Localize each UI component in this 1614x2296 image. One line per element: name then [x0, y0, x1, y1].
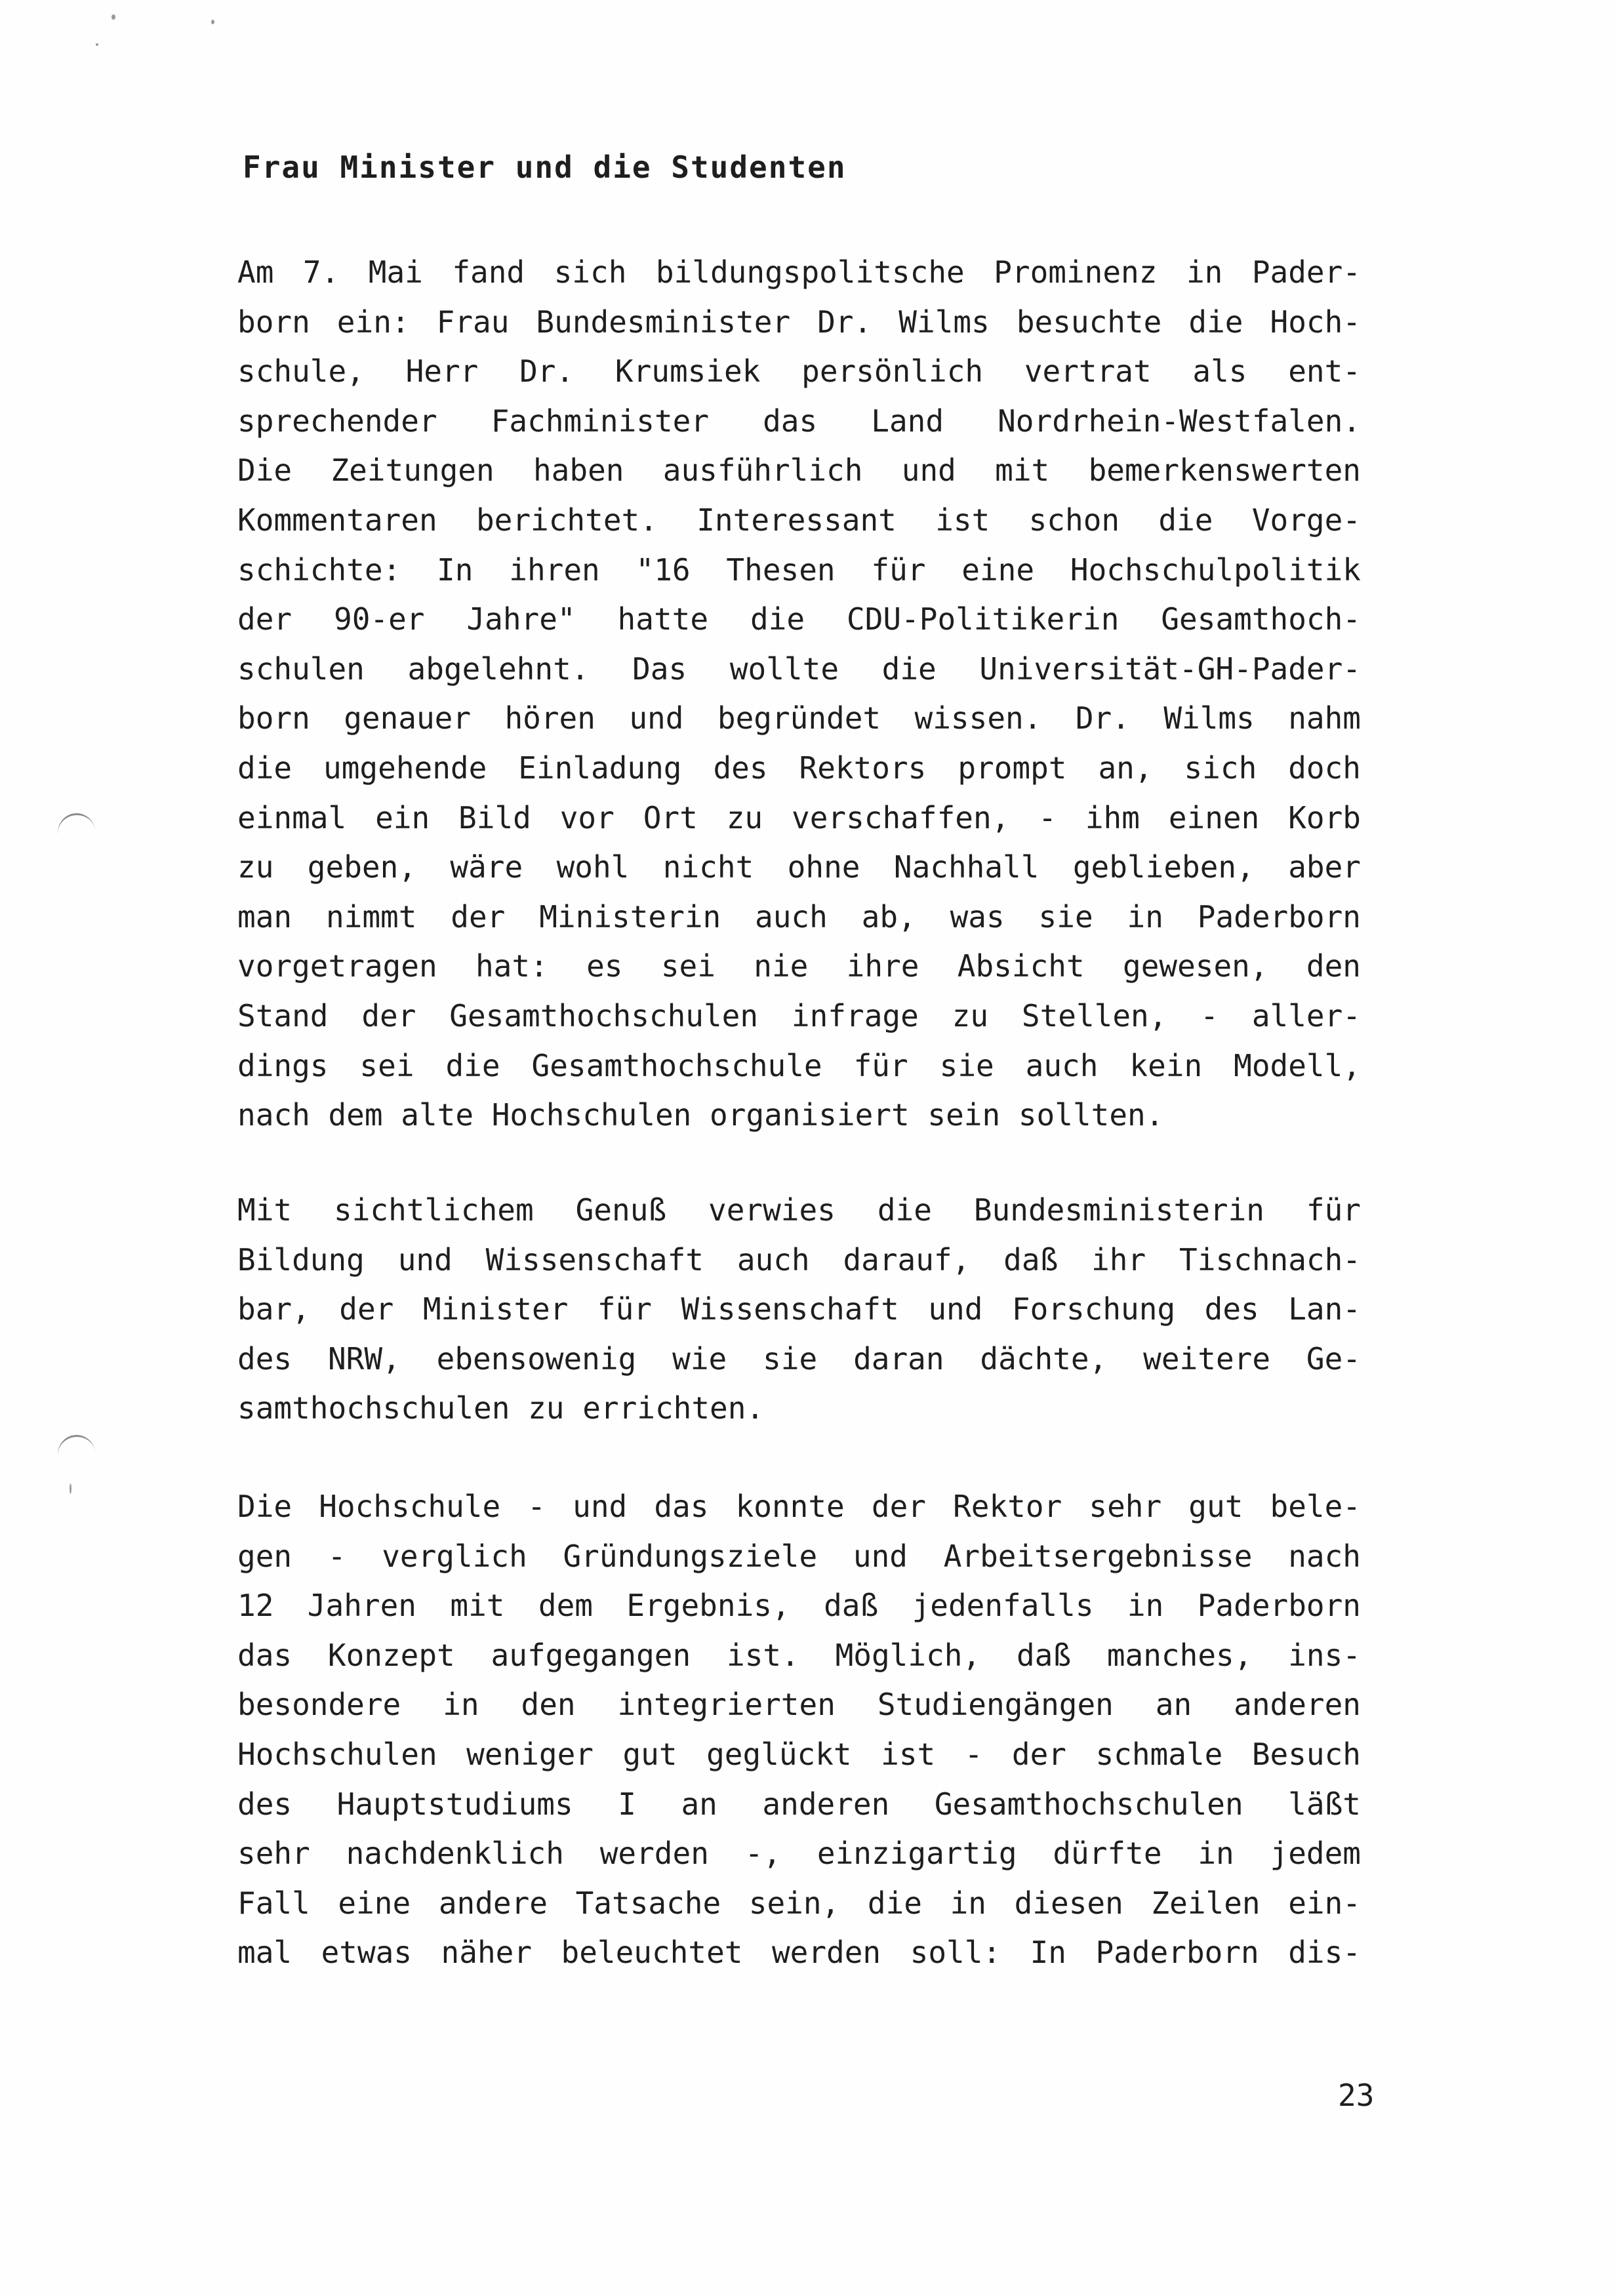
text-line: 12 Jahren mit dem Ergebnis, daß jedenfalls in Paderborn — [237, 1588, 1361, 1624]
text-line: des NRW, ebensowenig wie sie daran dächte, weitere Ge- — [237, 1340, 1361, 1377]
text-line: besondere in den integrierten Studiengängen an anderen — [237, 1687, 1361, 1723]
text-line: schulen abgelehnt. Das wollte die Universität-GH-Pader- — [237, 651, 1361, 687]
text-line: samthochschulen zu errichten. — [237, 1390, 765, 1426]
text-line: nach dem alte Hochschulen organisiert sein sollten. — [237, 1097, 1164, 1133]
text-line: Fall eine andere Tatsache sein, die in diesen Zeilen ein- — [237, 1885, 1361, 1921]
text-line: Kommentaren berichtet. Interessant ist schon die Vorge- — [237, 502, 1361, 538]
paper-speck — [111, 14, 115, 20]
text-line: mal etwas näher beleuchtet werden soll: In Paderborn dis- — [237, 1935, 1361, 1971]
text-line: born genauer hören und begründet wissen. Dr. Wilms nahm — [237, 700, 1361, 736]
text-line: bar, der Minister für Wissenschaft und Forschung des Lan- — [237, 1291, 1361, 1327]
text-line: Mit sichtlichem Genuß verwies die Bundesministerin für — [237, 1192, 1361, 1228]
text-line: sprechender Fachminister das Land Nordrhein-Westfalen. — [237, 403, 1361, 439]
text-line: vorgetragen hat: es sei nie ihre Absicht gewesen, den — [237, 948, 1361, 984]
text-line: dings sei die Gesamthochschule für sie auch kein Modell, — [237, 1047, 1361, 1083]
text-line: Stand der Gesamthochschulen infrage zu Stellen, - aller- — [237, 997, 1361, 1034]
paper-speck — [96, 43, 98, 46]
text-line: schichte: In ihren "16 Thesen für eine Hochschulpolitik — [237, 552, 1361, 588]
text-line: schule, Herr Dr. Krumsiek persönlich vertrat als ent- — [237, 353, 1361, 390]
text-line: der 90-er Jahre" hatte die CDU-Politikerin Gesamthoch- — [237, 601, 1361, 637]
paper-speck — [70, 1483, 71, 1494]
text-line: des Hauptstudiums I an anderen Gesamthochschulen läßt — [237, 1786, 1361, 1822]
page-number: 23 — [1338, 2078, 1375, 2113]
punch-hole-mark — [55, 811, 98, 855]
text-line: das Konzept aufgegangen ist. Möglich, daß manches, ins- — [237, 1637, 1361, 1673]
text-line: Die Hochschule - und das konnte der Rektor sehr gut bele- — [237, 1489, 1361, 1524]
text-line: Hochschulen weniger gut geglückt ist - der schmale Besuch — [237, 1736, 1361, 1772]
paper-speck — [211, 20, 214, 24]
text-line: man nimmt der Ministerin auch ab, was sie in Paderborn — [237, 898, 1361, 935]
text-line: zu geben, wäre wohl nicht ohne Nachhall geblieben, aber — [237, 849, 1361, 885]
punch-hole-mark — [55, 1432, 98, 1477]
text-line: die umgehende Einladung des Rektors prompt an, sich doch — [237, 750, 1361, 786]
paragraph-3 — [237, 1482, 1361, 1978]
text-line: Die Zeitungen haben ausführlich und mit bemerkenswerten — [237, 453, 1361, 489]
text-line: gen - verglich Gründungsziele und Arbeitsergebnisse nach — [237, 1538, 1361, 1574]
text-line: einmal ein Bild vor Ort zu verschaffen, - ihm einen Korb — [237, 799, 1361, 836]
article-title: Frau Minister und die Studenten — [243, 150, 847, 185]
text-line: sehr nachdenklich werden -, einzigartig dürfte in jedem — [237, 1836, 1361, 1872]
text-line: Am 7. Mai fand sich bildungspolitsche Prominenz in Pader- — [237, 254, 1361, 290]
text-line: born ein: Frau Bundesminister Dr. Wilms besuchte die Hoch- — [237, 304, 1361, 340]
paragraph-2 — [237, 1186, 1361, 1434]
text-line: Bildung und Wissenschaft auch darauf, daß ihr Tischnach- — [237, 1241, 1361, 1278]
paragraph-1 — [237, 248, 1361, 1140]
